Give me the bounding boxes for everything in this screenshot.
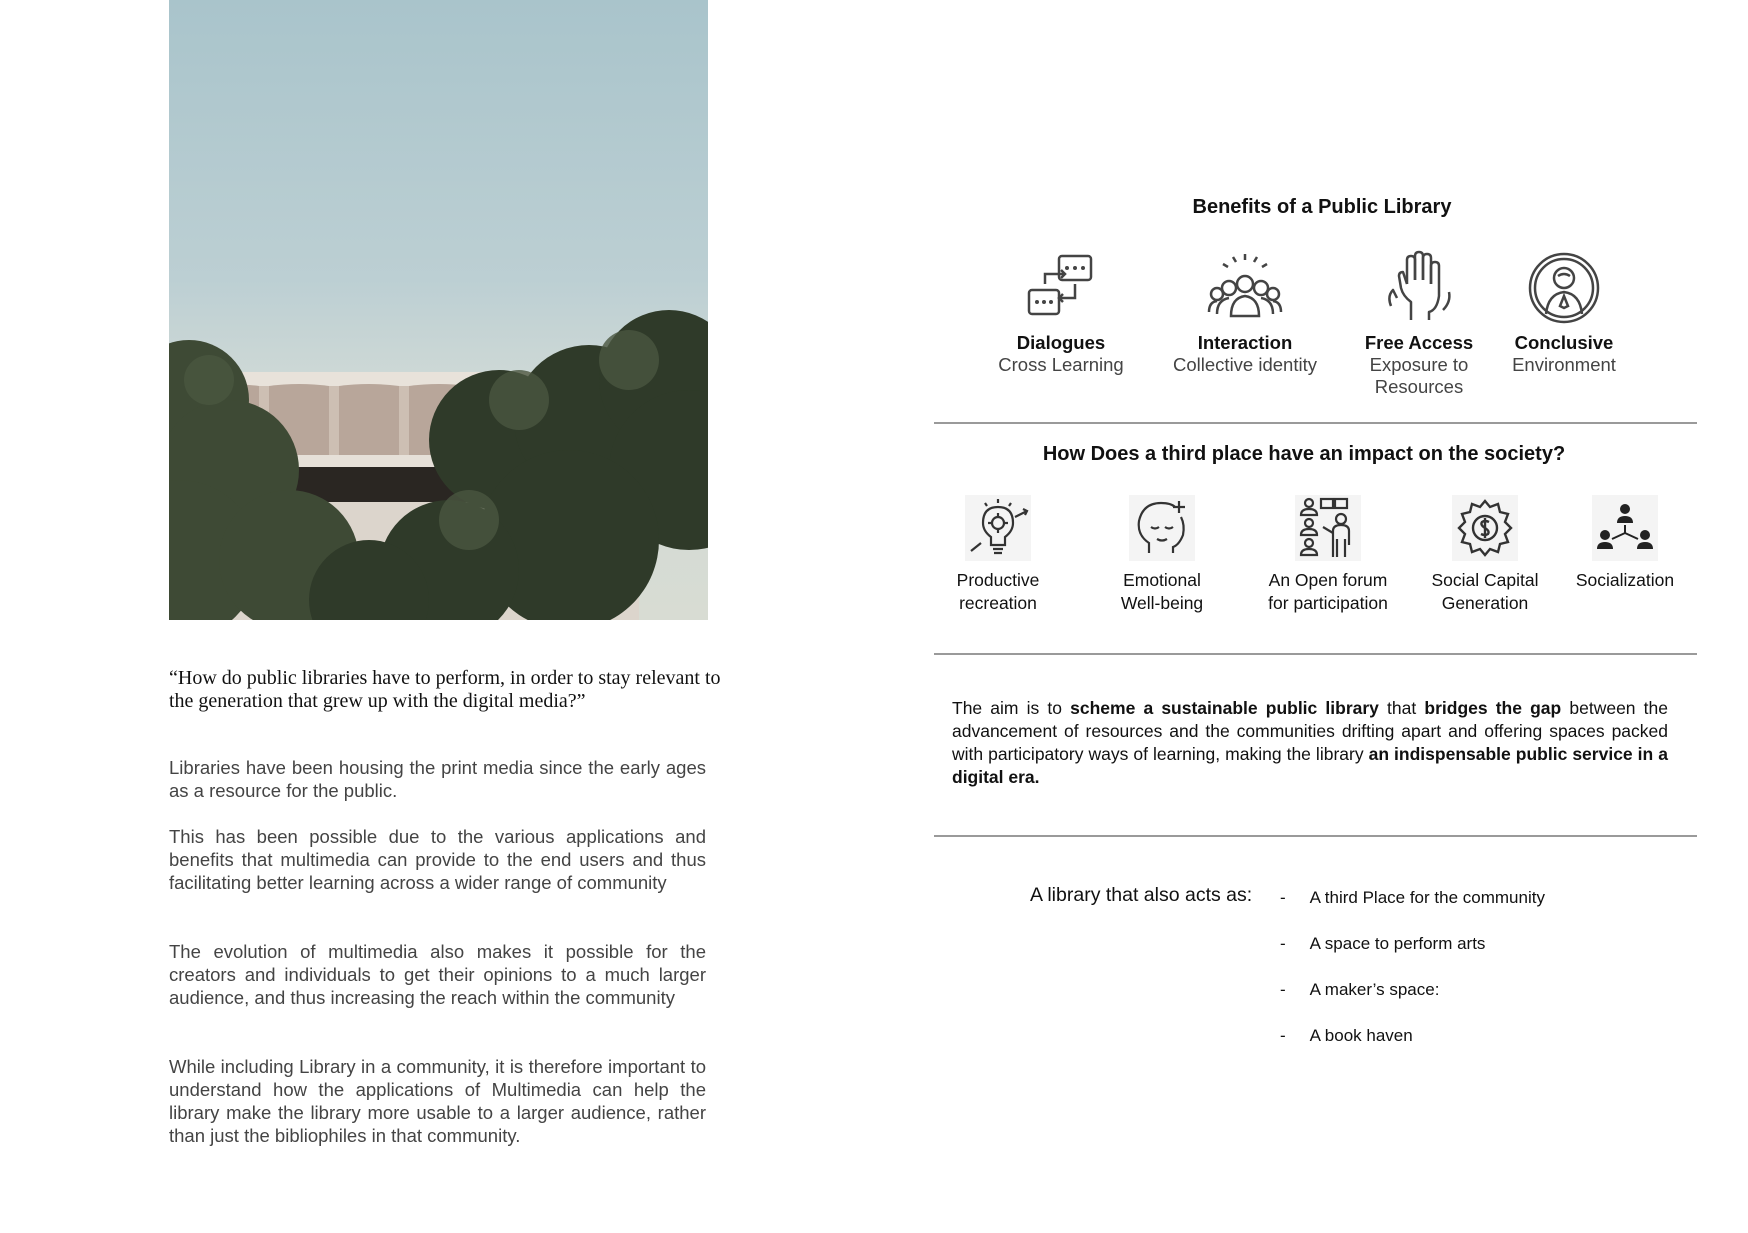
benefit-subtitle: Collective identity [1173,354,1317,375]
benefit-subtitle: Exposure to [1369,354,1469,375]
impact-emotional-wellbeing [1077,495,1247,615]
list-item-text: A maker’s space: [1309,980,1440,999]
lightbulb-gear-icon [965,495,1031,561]
aim-emphasis: an indispensable public service in a digital era. [952,744,1668,787]
section-divider [934,653,1697,655]
impact-label: Social Capital [1431,570,1539,590]
impact-label: Productive [956,570,1040,590]
acts-as-item [1280,888,1545,908]
acts-as-item [1280,1026,1413,1046]
benefit-title: Free Access [1364,332,1474,353]
aim-emphasis: scheme a sustainable public library [1070,698,1379,718]
list-dash: - [1280,934,1286,953]
dollar-gear-icon [1452,495,1518,561]
benefit-dialogues [971,250,1151,376]
benefit-title: Interaction [1197,332,1293,353]
acts-as-item [1280,934,1485,954]
aim-emphasis: bridges the gap [1424,698,1562,718]
impact-heading: How Does a third place have an impact on the society? [1042,443,1566,465]
benefit-interaction [1155,250,1335,376]
impact-open-forum [1243,495,1413,615]
impact-label: Emotional [1123,570,1201,590]
impact-label: Well-being [1120,593,1204,613]
aim-text: The aim is to [952,698,1071,718]
forum-icon [1295,495,1361,561]
benefit-title: Dialogues [1016,332,1106,353]
aim-text: between the advancement of resources and the communities drifting apart and offering spaces packed with participatory ways of learning, making the library [952,698,1668,764]
network-people-icon [1592,495,1658,561]
list-item-text: A third Place for the community [1309,888,1545,907]
acts-as-item [1280,980,1439,1000]
list-dash: - [1280,888,1286,907]
list-dash: - [1280,980,1286,999]
list-item-text: A book haven [1309,1026,1413,1045]
impact-label: Generation [1441,593,1529,613]
group-icon [1207,250,1283,326]
benefit-subtitle: Cross Learning [998,354,1124,375]
dialogue-icon [1023,250,1099,326]
benefit-subtitle: Environment [1512,354,1616,375]
benefit-conclusive [1474,250,1654,376]
intro-paragraph-3: The evolution of multimedia also makes it possible for the creators and individuals to get their opinions to a much larger audience, and thus increasing the reach within the community [169,941,706,1008]
research-question-quote: “How do public libraries have to perform, in order to stay relevant to the generation that grew up with the digital media?” [169,667,721,712]
section-divider [934,835,1697,837]
benefit-title: Conclusive [1514,332,1614,353]
intro-paragraph-2: This has been possible due to the various applications and benefits that multimedia can provide to the end users and thus facilitating better learning across a wider range of community [169,826,706,893]
intro-paragraph-1: Libraries have been housing the print media since the early ages as a resource for the public. [169,757,706,801]
section-divider [934,422,1697,424]
benefit-subtitle: Resources [1374,376,1464,397]
benefits-heading: Benefits of a Public Library [1192,196,1452,218]
impact-label: recreation [959,593,1037,613]
raised-hands-icon [1381,250,1457,326]
calm-face-icon [1129,495,1195,561]
list-item-text: A space to perform arts [1309,934,1486,953]
library-render-image [169,0,708,620]
impact-label: An Open forum [1268,570,1388,590]
meditation-icon [1526,250,1602,326]
list-dash: - [1280,1026,1286,1045]
aim-text: that [1378,698,1425,718]
impact-label: for participation [1268,593,1388,613]
impact-label: Socialization [1575,570,1675,590]
aim-statement [952,697,1668,789]
intro-paragraph-4: While including Library in a community, it is therefore important to understand how the applications of Multimedia can help the library make the library more usable to a larger audience, rather than just the bibliophiles in that community. [169,1056,706,1146]
impact-socialization [1540,495,1710,592]
impact-productive-recreation [913,495,1083,615]
acts-as-label: A library that also acts as: [1030,884,1253,906]
